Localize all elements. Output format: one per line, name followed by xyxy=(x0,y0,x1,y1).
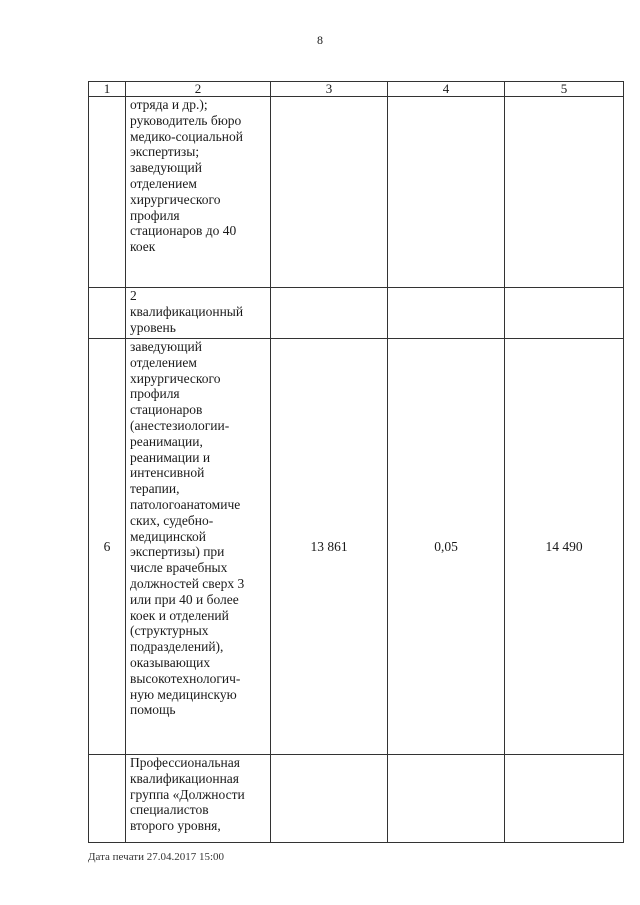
table-header-row xyxy=(89,82,624,97)
salary-cell xyxy=(505,97,624,288)
header-cell: 5 xyxy=(505,82,624,97)
row-number-cell: 6 xyxy=(89,339,126,755)
header-cell: 2 xyxy=(126,82,271,97)
salary-cell xyxy=(505,288,624,339)
position-text: 2 квалификационный уровень xyxy=(130,288,244,335)
base-salary-cell xyxy=(271,288,388,339)
header-cell: 4 xyxy=(388,82,505,97)
page-number: 8 xyxy=(317,33,323,47)
position-cell xyxy=(126,288,271,339)
table-row xyxy=(89,97,624,288)
header-cell: 1 xyxy=(89,82,126,97)
table-row xyxy=(89,288,624,339)
coefficient-cell xyxy=(388,97,505,288)
position-text: Профессиональная квалификационная группа «Должности специалистов второго уровня, xyxy=(130,755,245,834)
salary-table xyxy=(88,81,624,843)
position-text: заведующий отделением хирургического профиля стационаров (анестезиологии- реанимации, реанимации и интенсивной терапии, патологоанатомиче ских, судебно- медицинской экспертизы) при числе врачебных должностей сверх 3 или при 40 и более коек и отделений (структурных подразделений), оказывающих высокотехнологич- ную медицинскую помощь xyxy=(130,339,245,718)
position-cell xyxy=(126,755,271,843)
position-text: отряда и др.); руководитель бюро медико-социальной экспертизы; заведующий отделением хирургического профиля стационаров до 40 коек xyxy=(130,97,243,255)
coefficient-cell: 0,05 xyxy=(388,339,505,755)
header-cell: 3 xyxy=(271,82,388,97)
row-number-cell xyxy=(89,288,126,339)
row-number-cell xyxy=(89,755,126,843)
row-number-cell xyxy=(89,97,126,288)
coefficient-cell xyxy=(388,755,505,843)
position-cell xyxy=(126,339,271,755)
position-cell xyxy=(126,97,271,288)
base-salary-cell xyxy=(271,755,388,843)
coefficient-cell xyxy=(388,288,505,339)
salary-cell: 14 490 xyxy=(505,339,624,755)
print-date-footer: Дата печати 27.04.2017 15:00 xyxy=(88,851,225,863)
base-salary-cell xyxy=(271,97,388,288)
table-row xyxy=(89,755,624,843)
table-row xyxy=(89,339,624,755)
base-salary-cell: 13 861 xyxy=(271,339,388,755)
salary-cell xyxy=(505,755,624,843)
